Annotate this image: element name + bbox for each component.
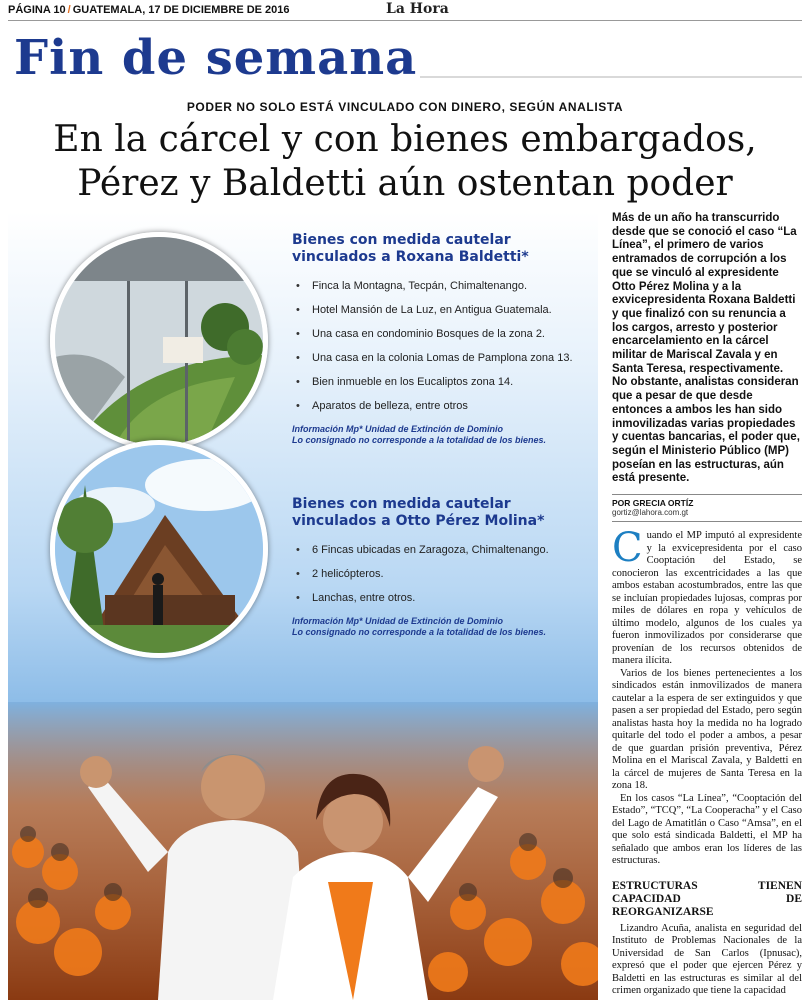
baldetti-assets-box xyxy=(292,232,592,446)
section-title: Fin de semana xyxy=(14,30,418,86)
article-lead xyxy=(612,212,802,486)
feature-photo-area xyxy=(8,212,598,1000)
source-line-2: Lo consignado no corresponde a la totalidad de los bienes. xyxy=(292,435,547,445)
baldetti-box-title: Bienes con medida cautelar vinculados a Roxana Baldetti* xyxy=(292,232,529,265)
kicker: PODER NO SOLO ESTÁ VINCULADO CON DINERO, SEGÚN ANALISTA xyxy=(186,100,624,114)
article-subhead: ESTRUCTURAS TIENEN CAPACIDAD DE REORGANIZARSE xyxy=(612,879,802,918)
house-illustration xyxy=(55,445,263,653)
byline-block xyxy=(612,494,802,522)
list-item: • 6 Fincas ubicadas en Zaragoza, Chimaltenango. xyxy=(292,544,592,557)
page-label: PÁGINA 10 xyxy=(8,4,66,16)
rally-photo xyxy=(8,702,598,1000)
body-paragraph-2: Varios de los bienes pertenecientes a los sindicados están inmovilizados de manera cautelar a la espera de ser extinguidos y que pasen a ser propiedad del Estado, pero según analistas hasta hoy la medida no ha logrado quitarle del todo el poder a ambos, a pesar de que guardan prisión preventiva, Pérez Molina en el Mariscal Zavala, y Baldetti en la cárcel de mujeres de Santa Teresa en la zona 18. xyxy=(612,667,802,792)
body-paragraph-1-text: uando el MP imputó al expresidente y la exvicepresidenta por el caso Cooptación del Estado, se conocieron las excentricidades a las que ambos estaban acostumbrados, entre las que se incluían propiedades lujosas, compras por miles de dólares en ropa y vehículos de último modelo, algunos de los cuales ya fueron inmovilizados por considerarse que provenían de los recursos obtenidos de manera ilícita. xyxy=(612,530,802,667)
folio xyxy=(8,4,290,16)
headline xyxy=(0,118,810,206)
perez-source-note xyxy=(292,616,592,638)
running-head xyxy=(8,0,802,22)
source-line-1: Información Mp* Unidad de Extinción de Dominio xyxy=(292,424,504,434)
body-paragraph-3: En los casos “La Línea”, “Cooptación del Estado”, “TCQ”, “La Cooperacha” y el Caso del Lago de Amatitlán o Caso “Amsa”, en el que solo está sindicada Baldetti, el MP ha señalado que ambos eran los líderes de las estructuras. xyxy=(612,792,802,867)
perez-assets-list xyxy=(292,544,592,605)
headline-line-1: En la cárcel y con bienes embargados, xyxy=(53,119,757,160)
drop-cap: C xyxy=(612,525,643,572)
article-body xyxy=(612,525,802,998)
list-item: • Una casa en condominio Bosques de la zona 2. xyxy=(292,328,592,341)
list-item: • Hotel Mansión de La Luz, en Antigua Guatemala. xyxy=(292,304,592,317)
rally-illustration xyxy=(8,702,598,1000)
list-item: • Bien inmueble en los Eucaliptos zona 14. xyxy=(292,376,592,389)
property-photo-1 xyxy=(50,232,268,450)
section-rule xyxy=(420,76,802,78)
byline-author: POR GRECIA ORTÍZ xyxy=(612,498,694,509)
date-line: GUATEMALA, 17 DE DICIEMBRE DE 2016 xyxy=(72,4,290,16)
body-paragraph-4: Lizandro Acuña, analista en seguridad del Instituto de Problemas Nacionales de la Universidad de San Carlos (Ipnusac), expresó que el poder que ejercen Pérez y Baldetti en las estructuras es similar al del crimen organizado que tiene la capacidad xyxy=(612,922,802,997)
article-column xyxy=(612,212,802,998)
lead-paragraph-2: No obstante, analistas consideran que a pesar de que desde entonces a ambos les han sido inmovilizadas varias propiedades y cuentas bancarias, el poder que, según el Ministerio Público (MP) poseían en las estructuras, aún está presente. xyxy=(612,376,800,485)
newspaper-brand: La Hora xyxy=(386,1,449,17)
list-item: • 2 helicópteros. xyxy=(292,568,592,581)
baldetti-assets-list xyxy=(292,280,592,413)
perez-assets-box xyxy=(292,496,592,638)
source-line-1: Información Mp* Unidad de Extinción de Dominio xyxy=(292,616,504,626)
baldetti-source-note xyxy=(292,424,592,446)
byline-email: gortiz@lahora.com.gt xyxy=(612,508,802,522)
list-item: • Finca la Montagna, Tecpán, Chimaltenango. xyxy=(292,280,592,293)
property-photo-2 xyxy=(50,440,268,658)
body-paragraph-1 xyxy=(612,525,802,668)
perez-box-title: Bienes con medida cautelar vinculados a Otto Pérez Molina* xyxy=(292,496,545,529)
list-item: • Lanchas, entre otros. xyxy=(292,592,592,605)
folio-separator: / xyxy=(67,4,71,16)
list-item: • Aparatos de belleza, entre otros xyxy=(292,400,592,413)
list-item: • Una casa en la colonia Lomas de Pamplona zona 13. xyxy=(292,352,592,365)
source-line-2: Lo consignado no corresponde a la totalidad de los bienes. xyxy=(292,627,547,637)
lead-paragraph-1: Más de un año ha transcurrido desde que se conoció el caso “La Línea”, el primero de varios entramados de corrupción a los que se vinculó al expresidente Otto Pérez Molina y a la exvicepresidenta Roxana Baldetti y que finalizó con su renuncia a los cargos, arresto y posterior encarcelamiento en la cárcel militar de Mariscal Zavala y en Santa Teresa, respectivamente. xyxy=(612,212,797,375)
garden-illustration xyxy=(55,237,263,445)
headline-line-2: Pérez y Baldetti aún ostentan poder xyxy=(77,163,733,204)
running-head-rule xyxy=(8,20,802,21)
